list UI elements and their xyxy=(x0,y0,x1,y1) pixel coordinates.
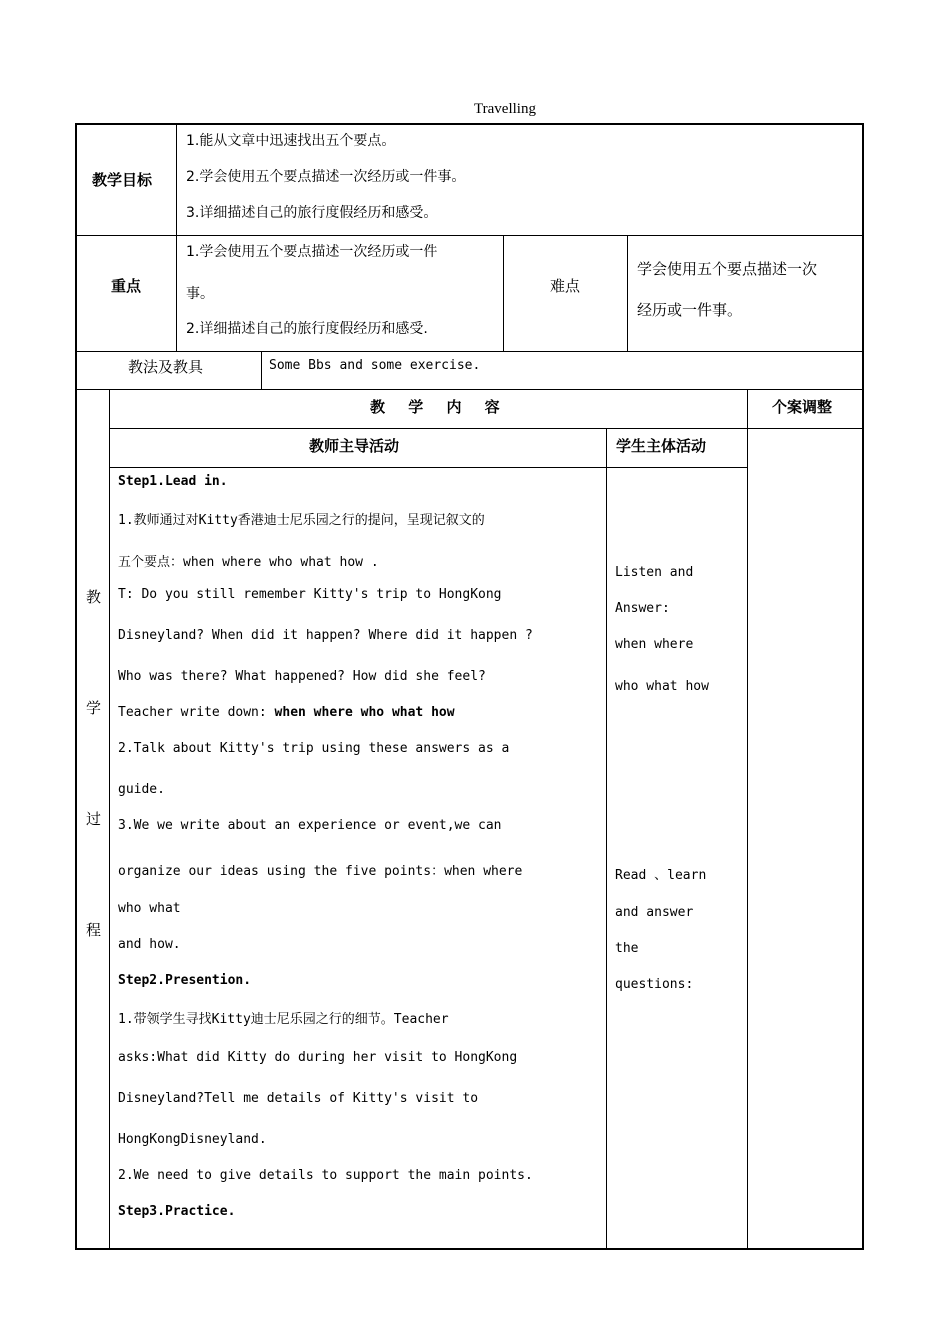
student-line: Answer: xyxy=(615,601,670,616)
teacher-line: and how. xyxy=(118,937,181,952)
methods-value: Some Bbs and some exercise. xyxy=(269,358,481,373)
teacher-line: Disneyland? When did it happen? Where did it happen ? xyxy=(118,628,533,643)
teacher-line: asks:What did Kitty do during her visit to HongKong xyxy=(118,1050,518,1065)
teacher-line: HongKongDisneyland. xyxy=(118,1132,267,1147)
step-heading: Step2.Presention. xyxy=(118,973,252,988)
teacher-line: guide. xyxy=(118,782,165,797)
teacher-line: Disneyland?Tell me details of Kitty's visit to xyxy=(118,1091,479,1106)
process-side-label: 学 xyxy=(86,699,102,717)
teacher-line: 五个要点：when where who what how . xyxy=(118,555,379,570)
process-side-label: 程 xyxy=(86,921,102,939)
page-title: Travelling xyxy=(474,101,536,117)
teacher-line: 1.教师通过对Kitty香港迪士尼乐园之行的提问，呈现记叙文的 xyxy=(118,513,485,528)
student-line: the xyxy=(615,941,639,956)
difficulty-label: 难点 xyxy=(550,277,581,295)
step-heading: Step1.Lead in. xyxy=(118,474,228,489)
teacher-line: organize our ideas using the five points：when where xyxy=(118,864,523,879)
student-header: 学生主体活动 xyxy=(616,437,707,455)
objectives-label: 教学目标 xyxy=(92,171,153,189)
step-heading: Step3.Practice. xyxy=(118,1204,236,1219)
student-line: Read 、learn xyxy=(615,868,707,883)
teacher-line: 3.We we write about an experience or event,we can xyxy=(118,818,502,833)
difficulty-line: 学会使用五个要点描述一次 xyxy=(637,260,818,278)
student-line: who what how xyxy=(615,679,709,694)
key-point-line: 事。 xyxy=(186,286,214,302)
objective-item: 1.能从文章中迅速找出五个要点。 xyxy=(186,133,396,149)
student-line: and answer xyxy=(615,905,694,920)
teacher-line: 2.Talk about Kitty's trip using these answers as a xyxy=(118,741,510,756)
objective-item: 2.学会使用五个要点描述一次经历或一件事。 xyxy=(186,169,466,185)
teacher-line xyxy=(118,705,455,720)
teacher-write-label: Teacher write down: xyxy=(118,705,275,720)
five-points-bold: when where who what how xyxy=(274,705,455,720)
teacher-line: 2.We need to give details to support the main points. xyxy=(118,1168,533,1183)
key-point-line: 2.详细描述自己的旅行度假经历和感受. xyxy=(186,321,428,337)
student-line: Listen and xyxy=(615,565,694,580)
key-point-line: 1.学会使用五个要点描述一次经历或一件 xyxy=(186,244,438,260)
process-side-label: 过 xyxy=(86,810,102,828)
objective-item: 3.详细描述自己的旅行度假经历和感受。 xyxy=(186,205,438,221)
student-line: when where xyxy=(615,637,694,652)
teacher-line: Who was there? What happened? How did she feel? xyxy=(118,669,486,684)
teacher-line: who what xyxy=(118,901,181,916)
teacher-line: T: Do you still remember Kitty's trip to HongKong xyxy=(118,587,502,602)
teacher-header: 教师主导活动 xyxy=(309,437,400,455)
student-line: questions: xyxy=(615,977,694,992)
content-header: 教 学 内 容 xyxy=(370,398,509,416)
difficulty-line: 经历或一件事。 xyxy=(637,301,743,319)
process-side-label: 教 xyxy=(86,588,102,606)
methods-label: 教法及教具 xyxy=(128,358,204,376)
key-points-label: 重点 xyxy=(111,277,142,295)
teacher-line: 1.带领学生寻找Kitty迪士尼乐园之行的细节。Teacher xyxy=(118,1012,449,1027)
adjust-header: 个案调整 xyxy=(772,398,833,416)
